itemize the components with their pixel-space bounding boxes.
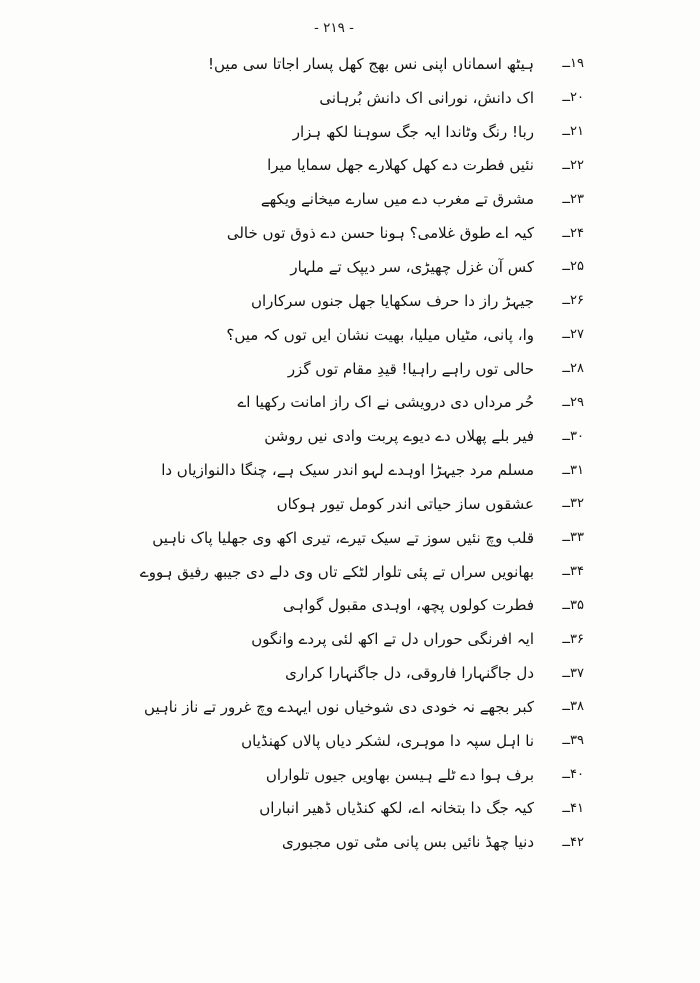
verse-text: مسلم مرد جیہڑا اوہدے لہو اندر سیک ہے، چنگا دالنوازیاں دا <box>161 461 534 480</box>
verse-row <box>14 521 584 555</box>
verse-text: ربا! رنگ وٹاندا ایہ جگ سوہنا لکھ ہزار <box>292 122 534 141</box>
verse-number: ۳۹ــ <box>562 733 584 749</box>
verse-number: ۴۰ــ <box>562 767 584 783</box>
verse-row <box>14 47 584 81</box>
verse-text: نا اہل سپہ دا موہری، لشکر دیاں پالاں کھنڈیاں <box>241 731 534 750</box>
verse-text: برف ہوا دے ٹلے ہیسن بھاویں جیوں تلواراں <box>265 765 534 784</box>
verse-number: ۲۳ــ <box>562 191 584 207</box>
verse-list <box>14 47 584 859</box>
verse-number: ۲۲ــ <box>562 157 584 173</box>
page-number: - ۲۱۹ - <box>313 20 355 36</box>
verse-text: عشقوں ساز حیاتی اندر کومل تیور ہوکاں <box>276 494 534 513</box>
verse-text: حالی توں راہے راہیا! قیدِ مقام توں گزر <box>287 359 534 378</box>
verse-number: ۳۶ــ <box>562 631 584 647</box>
verse-row <box>14 419 584 453</box>
verse-text: دل جاگنہارا فاروقی، دل جاگنہارا کراری <box>285 664 534 683</box>
verse-text: حُر مرداں دی درویشی نے اک راز امانت رکھیا اے <box>237 393 534 412</box>
verse-text: جیہڑ راز دا حرف سکھایا جھل جنوں سرکاراں <box>250 291 534 310</box>
verse-text: اک دانش، نورانی اک دانش بُرہانی <box>319 88 534 107</box>
verse-number: ۳۰ــ <box>562 428 584 444</box>
verse-row <box>14 216 584 250</box>
verse-row <box>14 792 584 826</box>
verse-text: مشرق تے مغرب دے میں سارے میخانے ویکھے <box>260 190 534 209</box>
verse-number: ۳۷ــ <box>562 665 584 681</box>
verse-number: ۲۰ــ <box>562 90 584 106</box>
verse-text: دنیا چھڈ نائیں بس پانی مٹی توں مجبوری <box>282 833 534 852</box>
verse-row <box>14 825 584 859</box>
verse-number: ۲۱ــ <box>562 124 584 140</box>
verse-number: ۲۹ــ <box>562 394 584 410</box>
verse-row <box>14 149 584 183</box>
verse-text: فیر بلے پھلاں دے دیوے پربت وادی نیں روشن <box>264 427 534 446</box>
verse-row <box>14 622 584 656</box>
verse-text: ہیٹھ اسماناں اپنی نس بھج کھل پسار اجاتا سی میں! <box>207 54 534 73</box>
verse-row <box>14 589 584 623</box>
verse-row <box>14 250 584 284</box>
verse-text: وا، پانی، مٹیاں میلیا، بھیت نشان ایں توں کہ میں؟ <box>226 325 534 344</box>
verse-row <box>14 318 584 352</box>
verse-number: ۴۱ــ <box>562 800 584 816</box>
verse-text: بھانویں سراں تے پئی تلوار لٹکے تاں وی دلے دی جیبھ رفیق ہووے <box>139 562 534 581</box>
verse-number: ۱۹ــ <box>562 56 584 72</box>
verse-number: ۳۳ــ <box>562 530 584 546</box>
verse-number: ۳۲ــ <box>562 496 584 512</box>
verse-row <box>14 453 584 487</box>
verse-number: ۲۸ــ <box>562 361 584 377</box>
verse-row <box>14 758 584 792</box>
verse-text: کس آن غزل چھیڑی، سر دیپک تے ملہار <box>290 257 534 276</box>
verse-number: ۲۶ــ <box>562 293 584 309</box>
verse-row <box>14 385 584 419</box>
verse-number: ۳۸ــ <box>562 699 584 715</box>
verse-number: ۲۵ــ <box>562 259 584 275</box>
verse-text: قلب وچ نئیں سوز تے سیک تیرے، تیری اکھ وی جھلیا پاک ناہیں <box>152 528 534 547</box>
verse-row <box>14 690 584 724</box>
verse-text: کبر بجھے نہ خودی دی شوخیاں نوں ایہدے وچ غرور تے ناز ناہیں <box>144 697 534 716</box>
verse-row <box>14 724 584 758</box>
verse-row <box>14 352 584 386</box>
verse-number: ۳۴ــ <box>562 564 584 580</box>
verse-number: ۳۵ــ <box>562 597 584 613</box>
verse-row <box>14 656 584 690</box>
verse-text: ایہ افرنگی حوراں دل تے اکھ لئی پردے وانگوں <box>251 630 534 649</box>
verse-number: ۴۲ــ <box>562 834 584 850</box>
verse-text: فطرت کولوں پچھ، اوہدی مقبول گواہی <box>282 596 534 615</box>
verse-text: نئیں فطرت دے کھل کھلارے جھل سمایا میرا <box>267 156 534 175</box>
verse-row <box>14 284 584 318</box>
verse-row <box>14 115 584 149</box>
verse-row <box>14 182 584 216</box>
verse-number: ۳۱ــ <box>562 462 584 478</box>
verse-text: کیہ اے طوق غلامی؟ ہونا حسن دے ذوق توں خالی <box>226 224 534 243</box>
verse-row <box>14 81 584 115</box>
verse-row <box>14 555 584 589</box>
verse-text: کیہ جگ دا بتخانہ اے، لکھ کنڈیاں ڈھیر انباراں <box>259 799 534 818</box>
verse-row <box>14 487 584 521</box>
verse-number: ۲۷ــ <box>562 327 584 343</box>
verse-number: ۲۴ــ <box>562 225 584 241</box>
